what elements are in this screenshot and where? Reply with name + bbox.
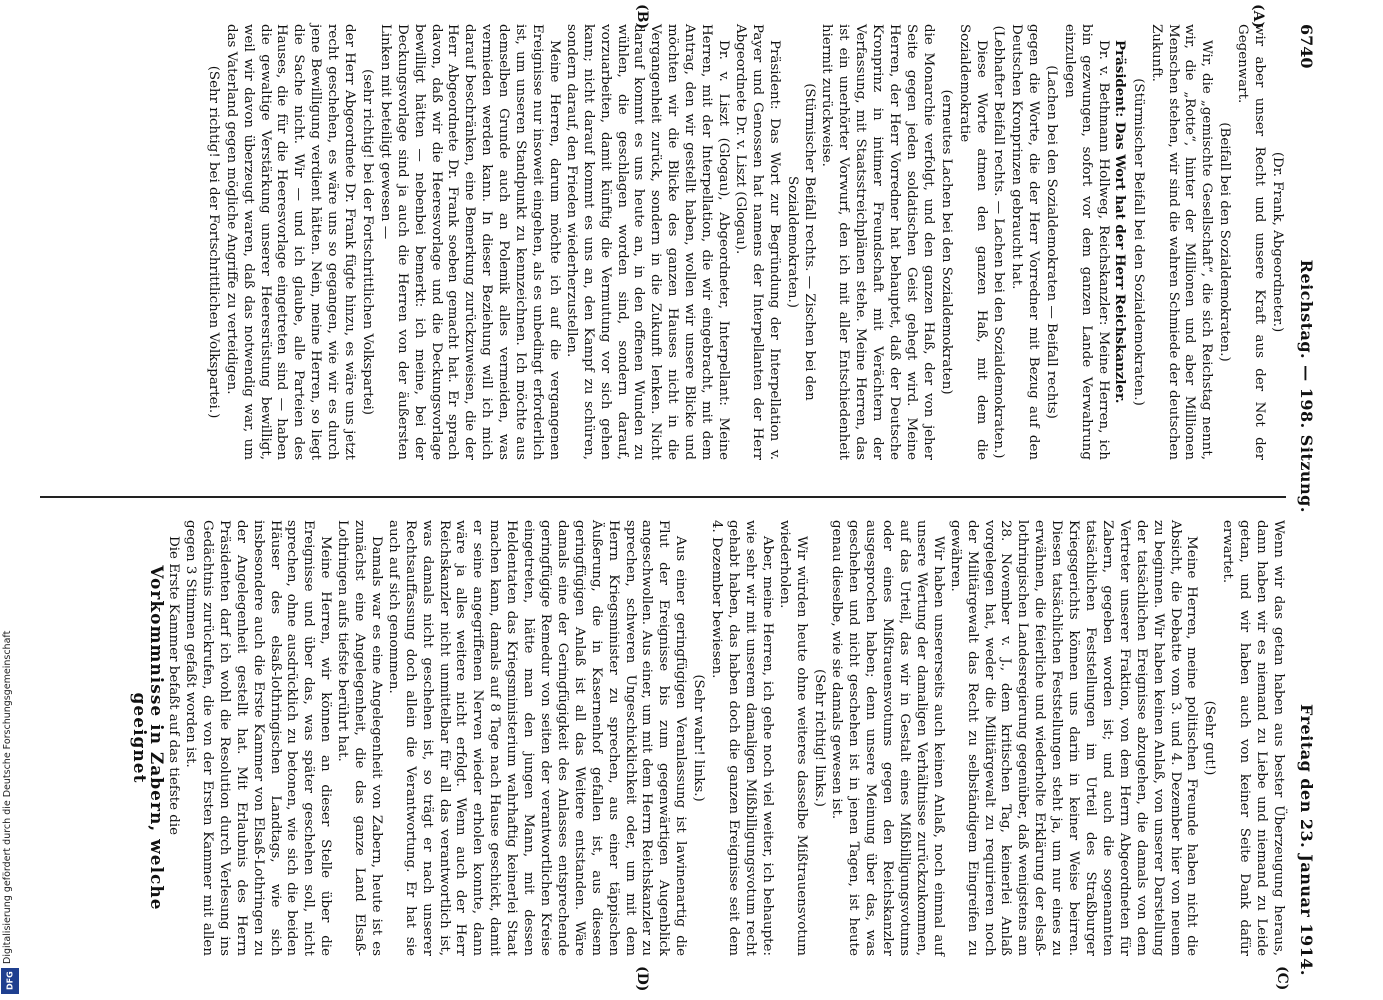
- paragraph: Diese Worte atmen den ganzen Haß, mit dem die Sozialdemokratie: [956, 24, 989, 460]
- interjection: (Stürmischer Beifall rechts. — Zischen bei den Sozialdemokraten.): [784, 83, 817, 401]
- paragraph: Präsident: Das Wort hat der Herr Reichskanzler.: [1111, 40, 1128, 404]
- margin-marker-a: (A): [1250, 4, 1266, 29]
- paragraph: Damals war es eine Angelegenheit von Zabern, heute ist es zunächst eine Angelegenheit, die das ganze Land Elsaß-Lothringen aufs tiefste berührt hat.: [335, 520, 384, 956]
- left-column: [20, 24, 1286, 460]
- interjection: (Stürmischer Beifall bei den Sozialdemokraten.): [1130, 78, 1146, 406]
- dfg-logo: DFG: [1, 968, 19, 994]
- session-date: Freitag den 23. Januar 1914.: [1297, 704, 1316, 976]
- paragraph: der Herr Abgeordnete Dr. Frank fügte hinzu, es wäre uns jetzt recht geschehen, es wäre uns so gegangen, wie wir es durch jene Bewilligung verdient hätten. Nein, meine Herren, so liegt die Sache nicht. Wir — und ich glaube, alle Parteien des Hauses, die für die Heeresvorlage eingetreten sind — haben die gewaltige Verstärkung unserer Heeresrüstung bewilligt, weil wir davon überzeugt waren, daß das notwendig war, um das Vaterland gegen mögliche Angriffe zu verteidigen.: [223, 24, 358, 460]
- interjection: (erneutes Lachen bei den Sozialdemokraten): [938, 89, 954, 395]
- paragraph: Wenn wir das getan haben aus bester Überzeugung heraus, dann haben wir es niemand zu Liebe und niemand zu Leide getan, und wir haben auch von keiner Seite Dank dafür erwartet.: [1220, 520, 1286, 956]
- paragraph: Wir, die „gemischte Gesellschaft“, die sich Reichstag nennt, wir, die „Rotte“, hinter der Millionen und aber Millionen Menschen stehen, wir sind die wahren Schmiede der deutschen Zukunft.: [1148, 24, 1215, 460]
- column-divider: [40, 496, 1286, 498]
- interjection: (Sehr wahr! links.): [691, 674, 707, 802]
- interjection: (Sehr richtig! links.): [811, 669, 827, 807]
- paragraph: Meine Herren, darum möchte ich auf die vergangenen Ereignisse nur insoweit eingehen, als es unbedingt erforderlich ist, um unseren Standpunkt zu kennzeichnen. Ich möchte aus demselben Grunde auch an Polemik alles vermeiden, was vermieden werden kann. In dieser Beziehung will ich mich darauf beschränken, eine Bemerkung zurückzuweisen, die der Herr Abgeordnete Dr. Frank soeben gemacht hat. Er sprach davon, daß wir die Heeresvorlage und die Deckungsvorlage bewilligt hätten — nebenbei bemerkt: ich meine, bei der Deckungsvorlage sind ja auch die Herren von der äußersten Linken mit beteiligt gewesen —: [377, 24, 562, 460]
- margin-marker-b: (B): [634, 4, 650, 30]
- section-heading: Vorkommnisse in Zabern, welche geeignet: [129, 565, 167, 911]
- margin-marker-c: (C): [1274, 966, 1290, 991]
- paragraph: Die Erste Kammer befaßt auf das tiefste die: [166, 536, 182, 836]
- speaker-note: (Dr. Frank, Abgeordneter.): [1270, 151, 1285, 333]
- paragraph: Dr. v. Liszt (Glogau), Abgeordneter, Interpellant: Meine Herren, mit der Interpellation, die wir eingebracht, mit dem Antrag, den wir gestellt haben, wollen wir unsere Blicke und möchten wir die Blicke des ganzen Hauses nicht in die Vergangenheit zurück, sondern in die Zukunft lenken. Nicht darauf kommt es uns heute an, in den offenen Wunden zu wühlen, die geschlagen worden sind, sondern darauf, vorzuarbeiten, damit künftig die Vermutung vor sich gehen kann; nicht darauf kommt es uns an, den Kampf zu schüren, sondern darauf, den Frieden wiederherzustellen.: [563, 24, 731, 460]
- interjection: (Sehr gut!): [1202, 700, 1218, 776]
- paragraph: Aus einer geringfügigen Veranlassung ist lawinenartig die Flut der Ereignisse bis zum gegenwärtigen Augenblick angeschwollen. Aus einer, um mit dem Herrn Reichskanzler zu sprechen, schweren Ungeschicklichkeit oder, um mit dem Herrn Kriegsminister zu sprechen, aus einer täppischen Äußerung, die in Kasernenhof gefallen ist, aus diesem geringfügigen Anlaß ist all das Weitere entstanden. Wäre damals eine der Geringfügigkeit des Anlasses entsprechende geringfügige Remedur von seiten der verantwortlichen Kreise eingetreten, hätte man den jungen Mann, mit dessen Heldentaten das Kriegsministerium wahrhaftig keinerlei Staat machen kann, damals auf 8 Tage nach Hause geschickt, damit er seine angegriffenen Nerven wieder erholen konnte, dann wäre ja alles weitere nicht erfolgt. Wenn auch der Herr Reichskanzler nicht unmittelbar für all das verantwortlich ist, was damals nicht geschehen ist, so trägt er nach unserer Rechtsauffassung doch allein die Verantwortung. Er hat sie auch auf sich genommen.: [385, 520, 689, 956]
- interjection: (Lachen bei den Sozialdemokraten — Beifall rechts): [1044, 65, 1060, 419]
- paragraph: Meine Herren, meine politischen Freunde haben nicht die Absicht, die Debatte vom 3. und 4. Dezember hier von neuem zu beginnen. Wir haben keinen Anlaß, von unserer Darstellung der tatsächlichen Ereignisse abzugehen, die damals von dem Vertreter unserer Fraktion, von dem Herrn Abgeordneten für Zabern, gegeben worden ist; und auch die sogenannten tatsächlichen Feststellungen im Urteil des Straßburger Kriegsgerichts können uns darin in keiner Weise beirren. Diesen tatsächlichen Feststellungen steht ja, um nur eines zu erwähnen, die feierliche und wiederholte Erklärung der elsaß-lothringischen Landesregierung gegenüber, daß wenigstens am 28. November v. J., dem kritischen Tag, keinerlei Anlaß vorgelegen hat, weder die Militärgewalt zu requirieren noch der Militärgewalt das Recht zu selbständigem Eingreifen zu gewähren.: [947, 520, 1200, 956]
- session-title: Reichstag. — 198. Sitzung.: [1297, 259, 1316, 513]
- paragraph: gegen die Worte, die der Herr Vorredner mit Bezug auf den Deutschen Kronprinzen gebraucht hat.: [1009, 24, 1042, 460]
- right-column: [20, 520, 1286, 956]
- paragraph: Meine Herren, wir können an dieser Stelle über die Ereignisse und über das, was später geschehen soll, nicht sprechen, ohne ausdrücklich zu betonen, wie sich die beiden Häuser des elsaß-lothringischen Landtags, wie sich insbesondere auch die Erste Kammer von Elsaß-Lothringen zu der Angelegenheit gestellt hat. Mit Erlaubnis des Herrn Präsidenten darf ich wohl die Resolution durch Verlesung ins Gedächtnis zurückrufen, die von der Ersten Kammer mit allen gegen 3 Stimmen gefaßt worden ist.: [183, 520, 334, 956]
- paragraph: Wir würden heute ohne weiteres dasselbe Mißtrauensvotum wiederholen.: [776, 520, 809, 956]
- paragraph: Präsident: Das Wort zur Begründung der Interpellation v. Payer und Genossen hat namens der Interpellanten der Herr Abgeordnete Dr. v. Liszt (Glogau).: [732, 24, 782, 460]
- sidebar: [0, 0, 20, 1000]
- paragraph: Wir haben unsererseits auch keinen Anlaß, noch einmal auf unsere Wertung der damaligen Verhältnisse zurückzukommen, auf das Urteil, das wir in Gestalt eines Mißbilligungsvotums oder eines Mißtrauensvotums gegen den Reichskanzler ausgesprochen haben; denn unsere Meinung über das, was geschehen und nicht geschehen ist in jenen Tagen, ist heute genau dieselbe, wie sie damals gewesen ist.: [829, 520, 946, 956]
- paragraph: wir aber unser Recht und unsere Kraft aus der Not der Gegenwart.: [1235, 24, 1268, 460]
- page-number: 6740: [1297, 24, 1316, 69]
- interjection: (sehr richtig! bei der Fortschrittlichen Volkspartei): [359, 68, 375, 416]
- digitization-credit: Digitalisierung gefördert durch die Deutsche Forschungsgemeinschaft: [2, 630, 13, 964]
- interjection: (Beifall bei den Sozialdemokraten.): [1217, 122, 1233, 362]
- paragraph: Aber, meine Herren, ich gehe noch viel weiter, ich behaupte: wie sehr wir mit unserem damaligen Mißbilligungsvotum recht gehabt haben, das haben doch die ganzen Ereignisse seit dem 4. Dezember bewiesen.: [709, 520, 775, 956]
- page-header: [1294, 24, 1316, 976]
- paragraph: Dr. v. Bethmann Hollweg, Reichskanzler: Meine Herren, ich bin gezwungen, sofort vor dem ganzen Lande Verwahrung einzulegen: [1062, 24, 1111, 460]
- paragraph: die Monarchie verfolgt, und den ganzen Haß, der von jeher Seite gegen jeden soldatischen Geist gehegt wird. Meine Herren, der Herr Vorredner hat behauptet, daß der Deutsche Kronprinz in intimer Freundschaft mit Verächtern der Verfassung, mit Staatsstreichplänen stehe. Meine Herren, das ist ein unerhörter Vorwurf, den ich mit aller Entschiedenheit hiermit zurückweise.: [819, 24, 936, 460]
- margin-marker-d: (D): [634, 966, 650, 992]
- interjection: (Lebhafter Beifall rechts. — Lachen bei den Sozialdemokraten.): [991, 25, 1007, 459]
- interjection: (Sehr richtig! bei der Fortschrittlichen Volkspartei.): [205, 65, 221, 419]
